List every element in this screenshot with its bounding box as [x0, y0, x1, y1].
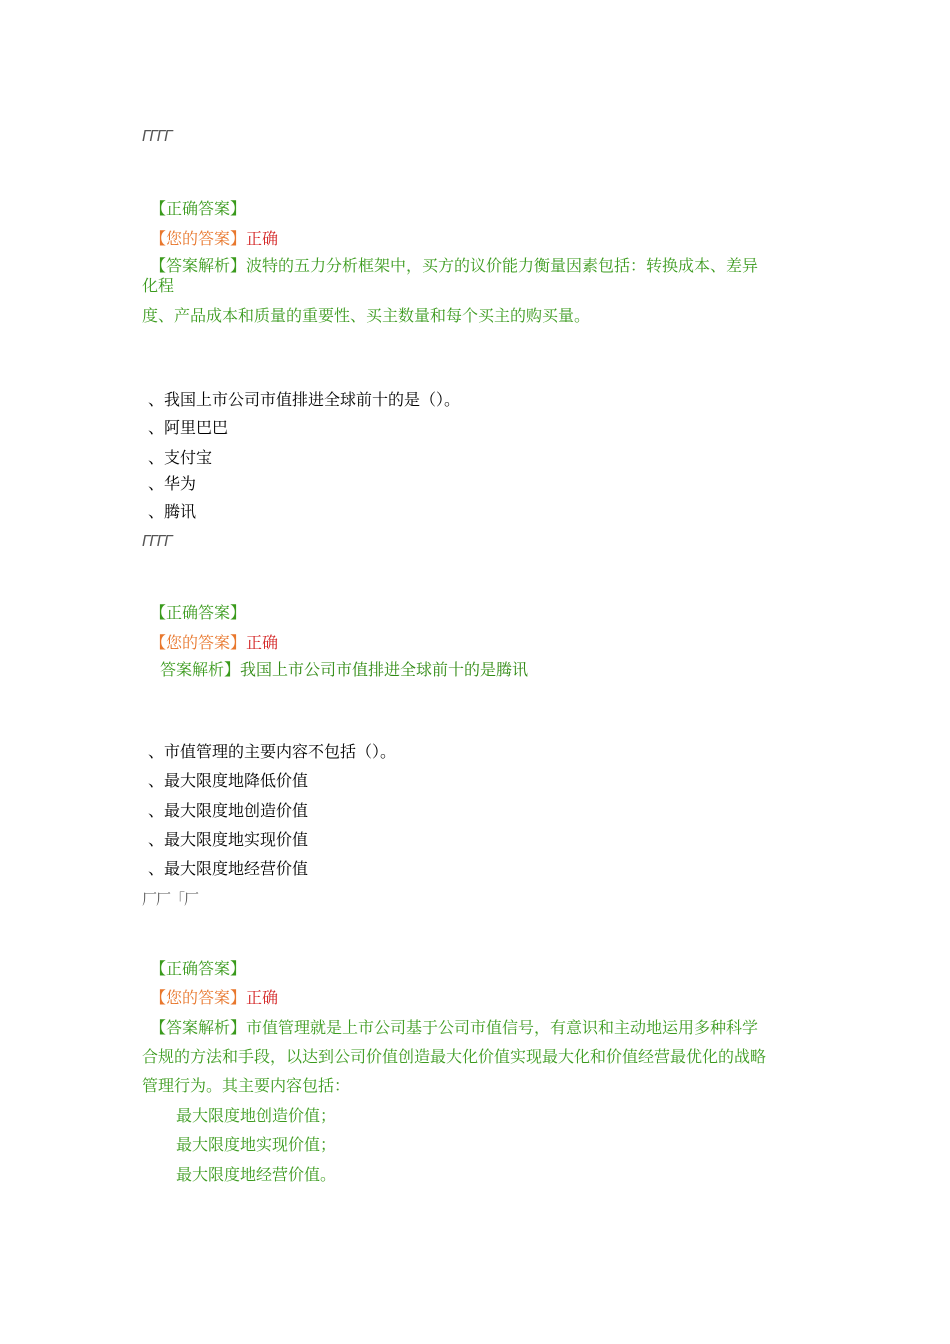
- question-text: 、市值管理的主要内容不包括（）。: [148, 742, 397, 761]
- option-item: 、最大限度地经营价值: [148, 859, 309, 878]
- analysis-text: 我国上市公司市值排进全球前十的是腾讯: [240, 660, 529, 679]
- option-item: 、支付宝: [148, 448, 213, 467]
- analysis-point: 最大限度地创造价值；: [176, 1106, 337, 1125]
- option-item: 、华为: [148, 474, 197, 493]
- your-answer-row: [150, 988, 278, 1008]
- analysis-text: 管理行为。其主要内容包括：: [142, 1076, 351, 1095]
- analysis-text: 市值管理就是上市公司基于公司市值信号，有意识和主动地运用多种科学: [246, 1018, 759, 1037]
- analysis-row: [160, 660, 528, 680]
- option-marks: ΓΓΓΓ: [142, 532, 172, 550]
- analysis-text: 波特的五力分析框架中，买方的议价能力衡量因素包括：转换成本、差异: [246, 256, 759, 275]
- analysis-point: 最大限度地经营价值。: [176, 1165, 337, 1184]
- analysis-text: 合规的方法和手段，以达到公司价值创造最大化价值实现最大化和价值经营最优化的战略: [142, 1047, 767, 1066]
- analysis-text: 度、产品成本和质量的重要性、买主数量和每个买主的购买量。: [142, 306, 591, 325]
- correct-answer-label: 【正确答案】: [150, 199, 247, 218]
- your-answer-value: 正确: [246, 633, 279, 652]
- your-answer-value: 正确: [246, 988, 279, 1007]
- option-item: 、阿里巴巴: [148, 418, 229, 437]
- your-answer-row: [150, 633, 278, 653]
- analysis-label: 【答案解析】: [150, 1018, 247, 1037]
- your-answer-row: [150, 229, 278, 249]
- option-marks: 厂厂「厂: [142, 890, 199, 908]
- analysis-row: [150, 1018, 758, 1038]
- option-item: 、最大限度地创造价值: [148, 801, 309, 820]
- correct-answer-label: 【正确答案】: [150, 959, 247, 978]
- your-answer-label: 【您的答案】: [150, 988, 247, 1007]
- correct-answer-label: 【正确答案】: [150, 603, 247, 622]
- option-item: 、最大限度地降低价值: [148, 771, 309, 790]
- analysis-label: 【答案解析】: [150, 256, 247, 275]
- analysis-text: 化程: [142, 276, 175, 295]
- your-answer-value: 正确: [246, 229, 279, 248]
- analysis-row: [150, 256, 758, 276]
- analysis-point: 最大限度地实现价值；: [176, 1135, 337, 1154]
- question-text: 、我国上市公司市值排进全球前十的是（）。: [148, 390, 461, 409]
- option-item: 、最大限度地实现价值: [148, 830, 309, 849]
- your-answer-label: 【您的答案】: [150, 633, 247, 652]
- option-item: 、腾讯: [148, 502, 197, 521]
- analysis-label: 答案解析】: [160, 660, 241, 679]
- your-answer-label: 【您的答案】: [150, 229, 247, 248]
- option-marks: ΓΓΓΓ: [142, 127, 172, 145]
